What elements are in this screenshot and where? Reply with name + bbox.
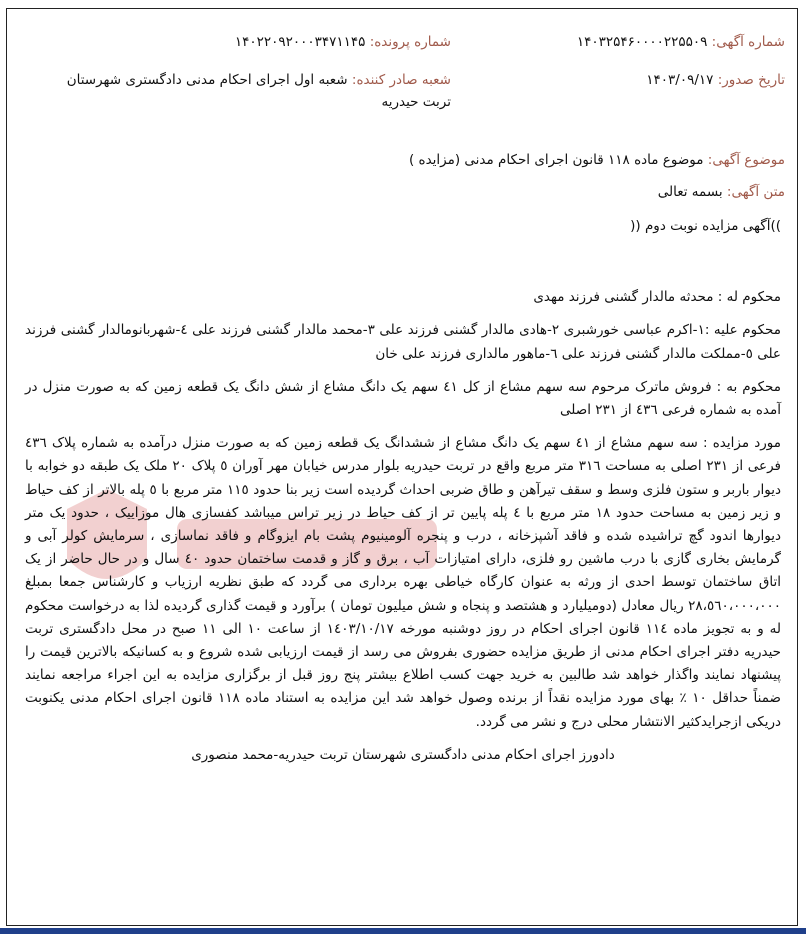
issuer-row — [51, 69, 451, 113]
file-number-row — [235, 31, 451, 53]
judgment: محکوم به : فروش ماترک مرحوم سه سهم مشاع از کل ٤۱ سهم یک دانگ مشاع از شش دانگ یک قطعه زمین که به صورت منزل در آمده به شماره فرعی ٤٣٦ از ٢٣۱ اصلی — [25, 378, 781, 419]
issuer: شعبه اول اجرای احکام مدنی دادگستری شهرستان تربت حیدریه — [66, 72, 451, 110]
issuer-label: شعبه صادر کننده: — [351, 72, 451, 88]
text-row — [658, 181, 785, 203]
ad-number-row — [577, 31, 785, 53]
file-number: ۱۴۰۲۲۰۹۲۰۰۰۳۴۷۱۱۴۵ — [234, 34, 366, 50]
notice-document — [6, 8, 798, 926]
signature: دادورز اجرای احکام مدنی دادگستری شهرستان تربت حیدریه-محمد منصوری — [191, 746, 615, 763]
notice-body — [25, 215, 781, 777]
issue-date-label: تاریخ صدور: — [717, 72, 785, 88]
subject-label: موضوع آگهی: — [707, 152, 785, 168]
notice-title: ))آگهی مزایده نوبت دوم (( — [630, 218, 781, 234]
subject: موضوع ماده ۱۱۸ قانون اجرای احکام مدنی (مزایده ) — [408, 152, 704, 168]
issue-date-row — [646, 69, 785, 91]
ad-number-label: شماره آگهی: — [711, 34, 785, 50]
auction-subject: مورد مزایده : سه سهم مشاع از ٤۱ سهم یک دانگ مشاع از ششدانگ یک قطعه زمین که به صورت منزل درآمده به شماره پلاک ٤٣٦ فرعی از ٢٣۱ اصلی به مساحت ٣۱٦ متر مربع واقع در تربت حیدریه بلوار مدرس خیابان مهر آوران ٥ پلاک ٢۰ ملک یک طبقه دو خوابه با دیوار باربر و ستون فلزی وسط و سقف تیرآهن و طاق ضربی احداث گردیده است زیر بنا حدود ۱۱٥ متر مربع با ٥ پله بالاتر از کف حیاط و زیر زمین به مساحت حدود ۱٨ متر مربع با ٤ پله پایین تر از کف حیاط در زیر تراس میباشد کفسازی هال موزاییک ، حدود یک متر دیوارها اندود گچ تراشیده شده و فاقد آشپزخانه ، درب و پنجره آلومینیوم پشت بام ایزوگام و فاقد نماسازی ، سرمایش کولر آبی و گرمایش بخاری گازی با درب ماشین رو فلزی، دارای امتیازات آب ، برق و گاز و قدمت ساختمان حدود ٤۰ سال و در حال حاضر از یک اتاق ساختمان توسط احدی از ورثه به عنوان کارگاه خیاطی بهره برداری می گردد که طبق نظریه ارزیاب و کارشناس جمعا بمبلغ ٢٨،٥٦۰،۰۰۰،۰۰۰ ریال معادل (دومیلیارد و هشتصد و پنجاه و شش میلیون تومان ) برآورد و قیمت گذاری گردیده لذا به درخواست محکوم له و به تجویز ماده ۱۱٤ قانون اجرای احکام در روز دوشنبه مورخه ۱٤۰٣/۱۰/۱٧ از ساعت ۱۰ الی ۱۱ صبح در محل دادگستری تربت حیدریه دفتر اجرای احکام مدنی از طریق مزایده حضوری بفروش می رسد از قیمت ارزیابی شده شروع و به کسانیکه بالاترین قیمت را پیشنهاد نمایند واگذار خواهد شد طالبین به خرید جهت کسب اطلاع بیشتر پنج روز قبل از برگزاری مزایده به این اجراء مراجعه نمایند ضمناً حداقل ۱۰ ٪ بهای مورد مزایده نقداً از برنده وصول خواهد شد این مزایده به استناد ماده ۱۱٨ قانون اجرای احکام مدنی یکنوبت دریکی ازجرایدکثیر الانتشار محلی درج و نشر می گردد. — [25, 435, 782, 730]
file-number-label: شماره پرونده: — [369, 34, 451, 50]
ad-number: ۱۴۰۳۲۵۴۶۰۰۰۰۲۲۵۵۰۹ — [576, 34, 708, 50]
debtors: محکوم علیه :۱-اکرم عباسی خورشبری ۲-هادی مالدار گشنی فرزند علی ۳-محمد مالدار گشنی فرزند علی ٤-شهربانومالدار گشنی فرزند علی ٥-مملکت مالدار گشنی فرزند علی ٦-ماهور مالداری فرزند علی خان — [25, 322, 781, 362]
text-intro: بسمه تعالی — [657, 184, 723, 200]
text-label: متن آگهی: — [726, 184, 785, 200]
beneficiary: محکوم له : محدثه مالدار گشنی فرزند مهدی — [533, 289, 781, 306]
subject-row — [409, 149, 785, 171]
bottom-bar — [0, 928, 806, 934]
issue-date: ۱۴۰۳/۰۹/۱۷ — [646, 72, 714, 88]
